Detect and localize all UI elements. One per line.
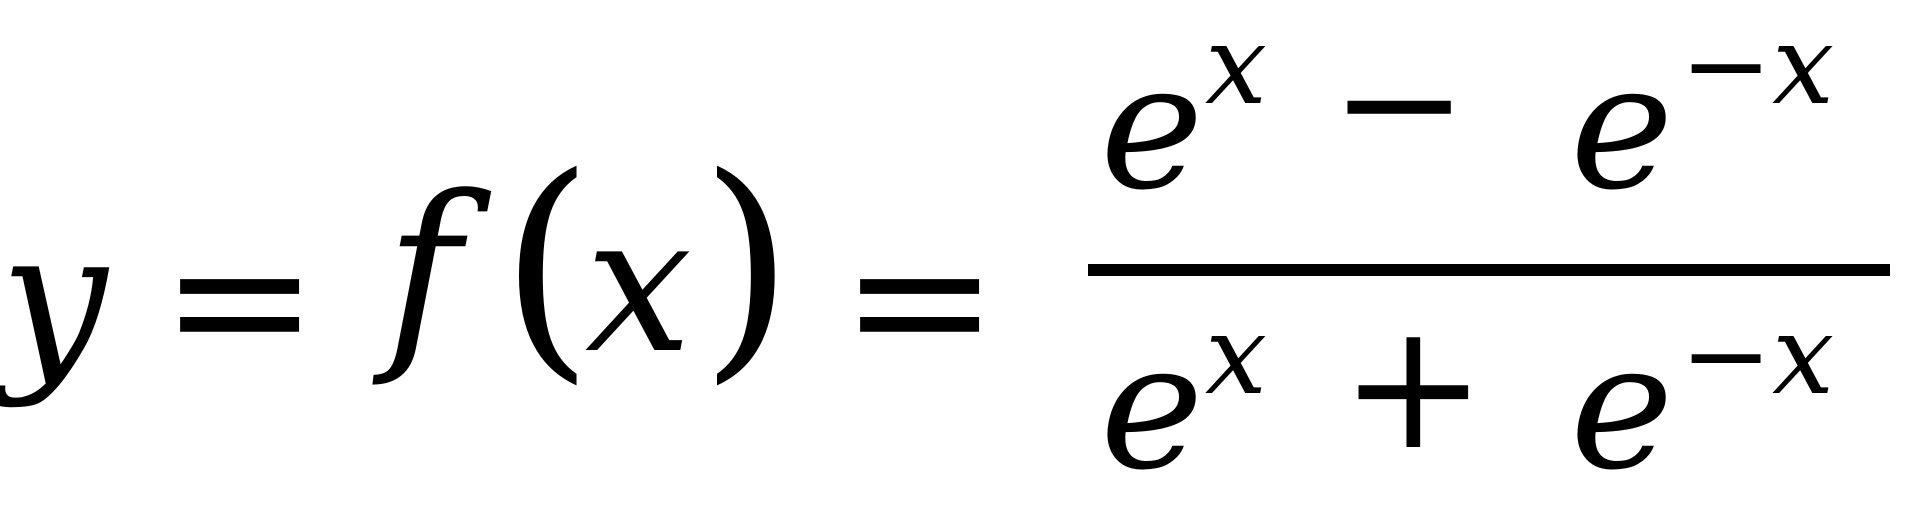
denominator-exponent-2: −x	[1680, 291, 1835, 419]
equals-sign-2: =	[840, 189, 1000, 410]
numerator-exponent-2: −x	[1680, 1, 1835, 129]
denominator-plus-sign: +	[1340, 286, 1487, 489]
denominator-base-2: e	[1570, 306, 1674, 509]
equals-sign-1: =	[160, 189, 320, 410]
open-paren: (	[500, 125, 594, 405]
close-paren: )	[700, 125, 794, 405]
denominator-exponent-1: x	[1205, 291, 1268, 419]
fraction-bar	[1088, 264, 1890, 276]
numerator-exponent-1: x	[1205, 1, 1268, 129]
variable-x: x	[585, 174, 693, 395]
denominator-base-1: e	[1100, 306, 1204, 509]
numerator-base-1: e	[1100, 26, 1204, 229]
function-f: f	[385, 153, 461, 391]
numerator-minus-sign: −	[1330, 6, 1469, 198]
variable-y: y	[0, 189, 108, 410]
numerator-base-2: e	[1570, 26, 1674, 229]
